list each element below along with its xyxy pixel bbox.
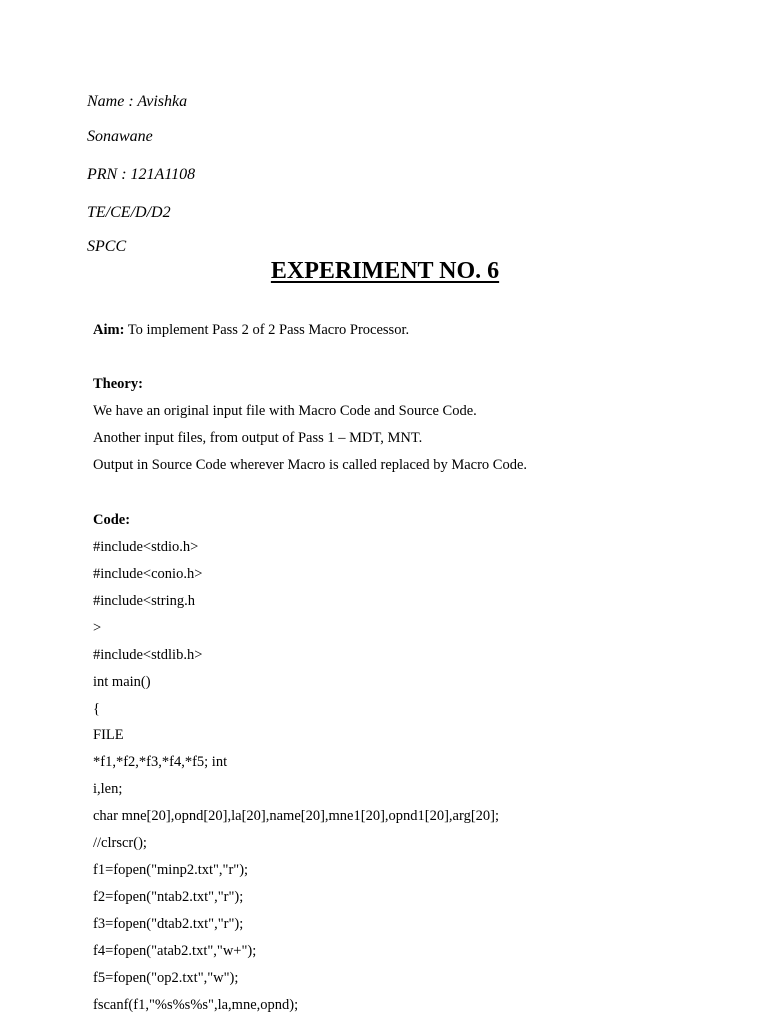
aim-text: To implement Pass 2 of 2 Pass Macro Processor. xyxy=(127,322,410,338)
theory-line: We have an original input file with Macro Code and Source Code. xyxy=(93,403,477,419)
code-line: FILE xyxy=(93,727,124,743)
code-label: Code: xyxy=(93,512,131,528)
aim-label: Aim: xyxy=(93,322,125,338)
code-line: #include<stdlib.h> xyxy=(93,647,203,663)
code-line: f3=fopen("dtab2.txt","r"); xyxy=(93,916,244,932)
theory-label: Theory: xyxy=(93,376,143,392)
code-line: f1=fopen("minp2.txt","r"); xyxy=(93,862,249,878)
code-line: *f1,*f2,*f3,*f4,*f5; int xyxy=(93,754,228,770)
theory-line: Output in Source Code wherever Macro is called replaced by Macro Code. xyxy=(93,457,528,473)
experiment-title xyxy=(0,256,768,286)
code-line: int main() xyxy=(93,674,151,690)
code-line: #include<string.h xyxy=(93,593,196,609)
class-line: TE/CE/D/D2 xyxy=(87,204,171,221)
student-surname-line: Sonawane xyxy=(87,128,153,145)
experiment-title-text: EXPERIMENT NO. 6 xyxy=(270,258,500,284)
subject-line: SPCC xyxy=(87,238,127,255)
theory-line: Another input files, from output of Pass 1 – MDT, MNT. xyxy=(93,430,423,446)
code-line: f4=fopen("atab2.txt","w+"); xyxy=(93,943,257,959)
code-line: fscanf(f1,"%s%s%s",la,mne,opnd); xyxy=(93,997,299,1013)
code-line: f2=fopen("ntab2.txt","r"); xyxy=(93,889,244,905)
code-line: { xyxy=(93,701,100,717)
aim-paragraph xyxy=(93,321,409,339)
code-line: f5=fopen("op2.txt","w"); xyxy=(93,970,239,986)
code-line: #include<conio.h> xyxy=(93,566,203,582)
code-line: > xyxy=(93,620,102,636)
code-line: #include<stdio.h> xyxy=(93,539,199,555)
code-line: i,len; xyxy=(93,781,123,797)
prn-line: PRN : 121A1108 xyxy=(87,166,196,183)
code-line: //clrscr(); xyxy=(93,835,147,851)
student-name-line: Name : Avishka xyxy=(87,93,188,110)
code-line: char mne[20],opnd[20],la[20],name[20],mne1[20],opnd1[20],arg[20]; xyxy=(93,808,499,824)
